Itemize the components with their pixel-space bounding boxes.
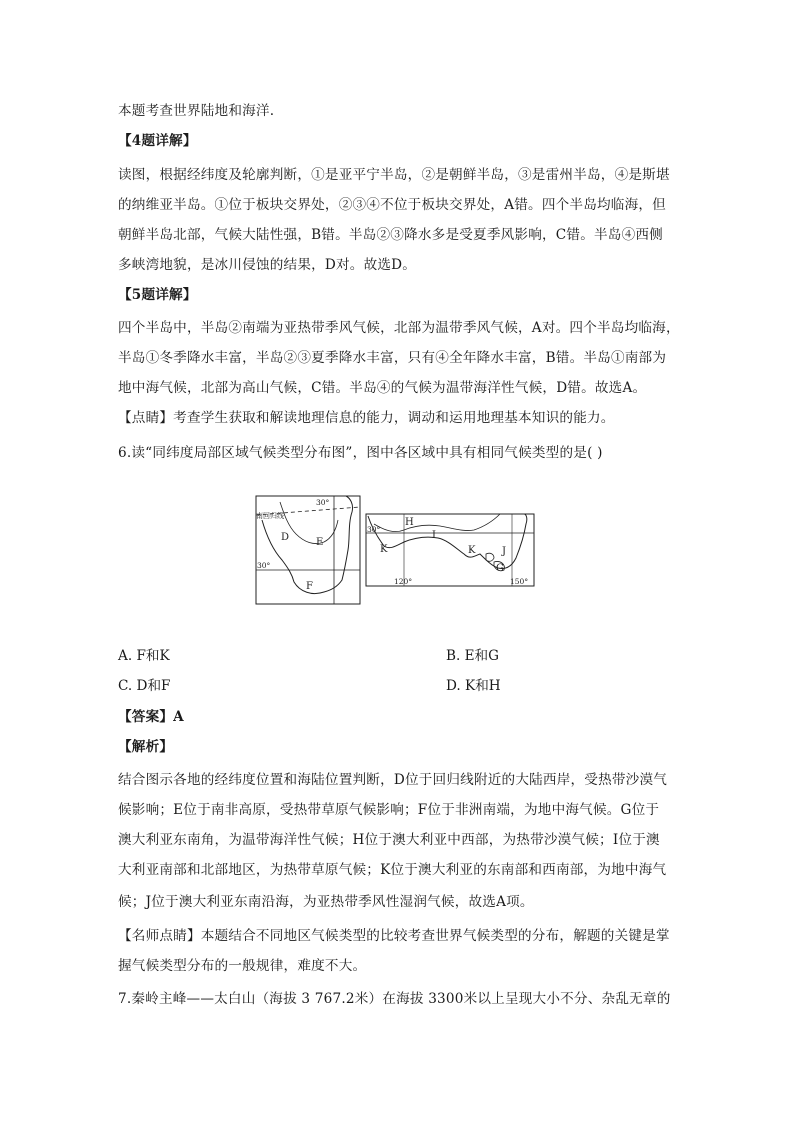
text-line: 的纳维亚半岛。①位于板块交界处，②③④不位于板块交界处，A错。四个半岛均临海，但 (118, 197, 666, 213)
answer-line: 【答案】A (118, 709, 184, 725)
tips-line: 握气候类型分布的一般规律，难度不大。 (118, 958, 367, 974)
analysis-line: 结合图示各地的经纬度位置和海陆位置判断，D位于回归线附近的大陆西岸，受热带沙漠气 (118, 772, 668, 788)
analysis-heading: 【解析】 (118, 739, 174, 755)
region-i-label: I (432, 530, 436, 541)
region-d-label: D (281, 532, 290, 543)
text-line: 四个半岛中，半岛②南端为亚热带季风气候，北部为温带季风气候，A对。四个半岛均临海， (118, 320, 680, 336)
analysis-line: 候影响；E位于南非高原，受热带草原气候影响；F位于非洲南端，为地中海气候。G位于 (118, 802, 660, 818)
left-map (256, 496, 360, 604)
lon-150-label: 150° (510, 577, 529, 586)
text-line: 地中海气候，北部为高山气候，C错。半岛④的气候为温带海洋性气候，D错。故选A。 (118, 380, 647, 396)
right-map (366, 514, 534, 586)
region-f-label: F (306, 581, 313, 592)
region-k2-label: K (468, 545, 476, 556)
region-e-label: E (316, 537, 324, 548)
region-j-label: J (502, 546, 507, 557)
lat-left-label: 30° (257, 561, 271, 570)
text-line: 半岛①冬季降水丰富，半岛②③夏季降水丰富，只有④全年降水丰富，B错。半岛①南部为 (118, 350, 667, 366)
lat-top-label: 30° (316, 498, 330, 507)
option-c[interactable]: C. D和F (118, 678, 171, 694)
text-line: 朝鲜半岛北部，气候大陆性强，B错。半岛②③降水多是受夏季风影响，C错。半岛④西侧 (118, 227, 663, 243)
region-g-label: G (496, 563, 504, 574)
analysis-line: 候；J位于澳大利亚东南沿海，为亚热带季风性湿润气候，故选A项。 (118, 894, 534, 910)
tip-line: 【点睛】考查学生获取和解读地理信息的能力，调动和运用地理基本知识的能力。 (118, 410, 615, 426)
region-k1-label: K (380, 544, 388, 555)
climate-map-figure (254, 494, 536, 606)
question-7: 7.秦岭主峰——太白山（海拔 3 767.2米）在海拔 3300米以上呈现大小不分、杂乱无章的 (118, 991, 671, 1007)
tips-line: 【名师点睛】本题结合不同地区气候类型的比较考查世界气候类型的分布，解题的关键是掌 (118, 928, 670, 944)
lat-30-label: 30° (367, 525, 381, 534)
question-6: 6.读“同纬度局部区域气候类型分布图”，图中各区域中具有相同气候类型的是( ) (118, 445, 603, 461)
text-line: 读图，根据经纬度及轮廓判断，①是亚平宁半岛，②是朝鲜半岛，③是雷州半岛，④是斯堪 (118, 167, 670, 183)
option-a[interactable]: A. F和K (118, 648, 170, 664)
analysis-line: 大利亚南部和北部地区，为热带草原气候；K位于澳大利亚的东南部和西南部，为地中海气 (118, 862, 667, 878)
option-d[interactable]: D. K和H (446, 678, 501, 694)
section-heading: 【5题详解】 (118, 287, 197, 303)
text-line: 多峡湾地貌，是冰川侵蚀的结果，D对。故选D。 (118, 257, 417, 273)
text-line: 本题考查世界陆地和海洋. (118, 103, 275, 119)
lon-120-label: 120° (394, 577, 413, 586)
analysis-line: 澳大利亚东南角，为温带海洋性气候；H位于澳大利亚中西部，为热带沙漠气候；I位于澳 (118, 832, 660, 848)
option-b[interactable]: B. E和G (446, 648, 500, 664)
region-h-label: H (405, 517, 414, 528)
climate-map-svg (254, 494, 536, 606)
section-heading: 【4题详解】 (118, 133, 197, 149)
tropic-label: 南回归线 (256, 512, 284, 520)
